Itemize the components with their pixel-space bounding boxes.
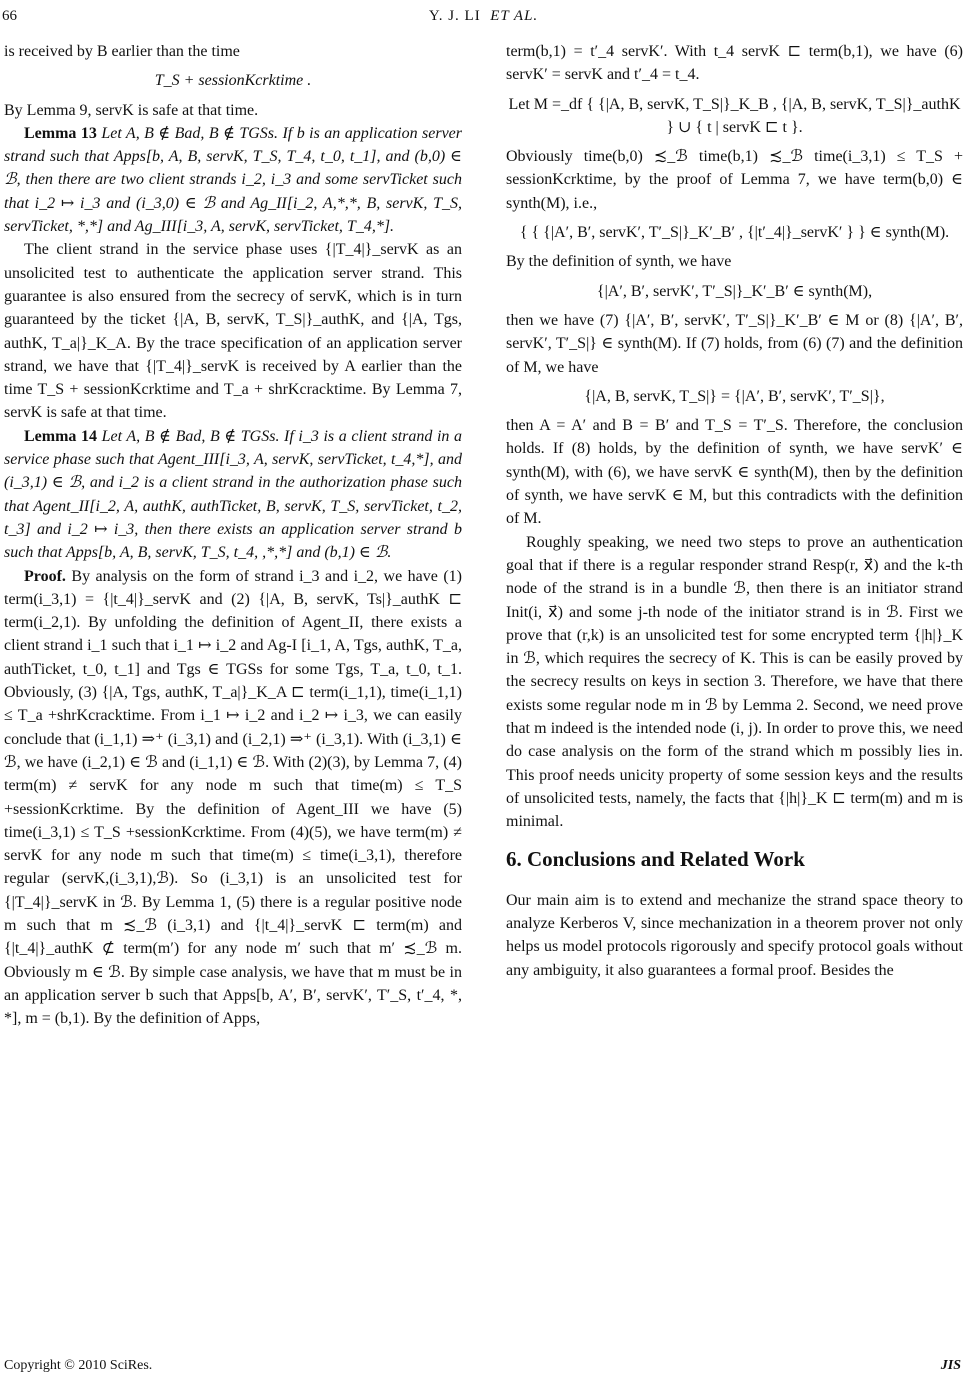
left-para-1: is received by B earlier than the time bbox=[4, 43, 240, 60]
journal-abbrev: JIS bbox=[940, 1358, 961, 1373]
right-column bbox=[506, 40, 963, 982]
page-header bbox=[0, 8, 967, 30]
right-para-4: then we have (7) {|A′, B′, servK′, T′_S|}_K′_B′ ∈ M or (8) {|A′, B′, servK′, T′_S|} ∈ synth(M). If (7) holds, from (6) (7) and the definition of M, we have bbox=[506, 311, 963, 376]
right-para-1: term(b,1) = t′_4 servK′. With t_4 servK ⊏ term(b,1), we have (6) servK′ = servK and t′_4 = t_4. bbox=[506, 43, 963, 84]
left-para-2: By Lemma 9, servK is safe at that time. bbox=[4, 101, 259, 119]
section-heading: 6. Conclusions and Related Work bbox=[506, 846, 805, 871]
right-para-6: Roughly speaking, we need two steps to prove an authentication goal that if there is a regular responder strand Resp(r, x⃗) and the k-th node of the strand is in a bundle ℬ, then there is an initiator strand Init(i, x⃗) and some j-th node of the initiator strand is in ℬ. First we prove that (r,k) is an unsolicited test for some encrypted term {|h|}_K in ℬ, which requires the secrecy of K. This is can be easily proved by the secrecy results on keys in section 3. Therefore, we have that there exists some regular node m in ℬ by Lemma 2. Second, we need prove that m indeed is the intended node (i, j). In order to prove this, we need do case analysis on the form of the strand which m possibly lies in. This proof needs unicity property of some session keys and the results of unsolicited tests, namely, the facts that {|h|}_K ⊏ term(m) and m is minimal. bbox=[506, 533, 963, 831]
right-para-7: Our main aim is to extend and mechanize the strand space theory to analyze Kerberos V, since mechanization in a theorem prover not only helps us model protocols rigorously and specify protocol goals without any ambiguity, it also guarantees a formal proof. Besides the bbox=[506, 891, 963, 979]
right-para-2: Obviously time(b,0) ≾_ℬ time(b,1) ≾_ℬ time(i_3,1) ≤ T_S + sessionKcrktime, by the proof of Lemma 7, we have term(b,0) ∈ synth(M), i.e., bbox=[506, 148, 963, 212]
left-eq-1: T_S + sessionKcrktime . bbox=[154, 72, 312, 90]
lemma14-heading: Lemma 14 bbox=[24, 427, 98, 445]
right-para-3: By the definition of synth, we have bbox=[506, 253, 732, 271]
lemma13-body: Let A, B ∉ Bad, B ∉ TGSs. If b is an application server strand such that Apps[b, A, B, servK, T_S, T_4, t_0, t_1], and (b,0) ∈ ℬ, then there are two client strands i_2, i_3 and some servTicket such that i_2 ↦ i_3 and (i_3,0) ∈ ℬ and Ag_II[i_2, A,*,*, B, servK, T_S, servTicket, *,*] and Ag_III[i_3, A, servK, servTicket, T_4,*]. bbox=[4, 124, 462, 236]
left-column bbox=[4, 40, 462, 1030]
lemma14-body: Let A, B ∉ Bad, B ∉ TGSs. If i_3 is a client strand in a service phase such that Agent_III[i_3, A, servK, servTicket, t_4,*], and (i_3,1) ∈ ℬ, and i_2 is a client strand in the authorization phase such that Agent_II[i_2, A, authK, authTicket, B, servK, T_S, servTicket, t_2, t_3] and i_2 ↦ i_3, then there exists an application server strand b such that Apps[b, A, B, servK, T_S, t_4, ,*,*] and (b,1) ∈ ℬ. bbox=[4, 427, 463, 562]
right-para-5: then A = A′ and B = B′ and T_S = T′_S. Therefore, the conclusion holds. If (8) holds, by the definition of synth, we have servK′ ∈ synth(M), with (6), we have servK ∈ synth(M), then by the definition of synth, we have servK ∈ M, but this contradicts with the definition of M. bbox=[506, 417, 963, 528]
proof-heading: Proof. bbox=[24, 567, 66, 585]
running-title-etal: ET AL. bbox=[490, 8, 539, 24]
running-title bbox=[0, 8, 967, 25]
copyright: Copyright © 2010 SciRes. bbox=[4, 1358, 153, 1373]
equality-equation: {|A, B, servK, T_S|} = {|A′, B′, servK′, T′_S|}, bbox=[584, 387, 885, 405]
left-para-3: The client strand in the service phase uses {|T_4|}_servK as an unsolicited test to authenticate the application server strand. This guarantee is also ensured from the secrecy of servK, which is in turn guaranteed by the ticket {|A, B, servK, T_S|}_authK, and {|A, Tgs, authK, T_a|}_K_A. By the trace specification of an application server strand, we have that {|T_4|}_servK is received by A earlier than the time T_S + sessionKcrktime and T_a + shrKcracktime. By Lemma 7, servK is safe at that time. bbox=[4, 241, 462, 422]
lemma13-heading: Lemma 13 bbox=[24, 124, 97, 142]
synth-equation-2: {|A′, B′, servK′, T′_S|}_K′_B′ ∈ synth(M), bbox=[596, 282, 873, 300]
proof-body: By analysis on the form of strand i_3 and i_2, we have (1) term(i_3,1) = {|t_4|}_servK and (2) {|A, B, servK, Ts|}_authK ⊏ term(i_2,1). By unfolding the definition of Agent_II, there exists a client strand i_1 such that i_1 ↦ i_2 and Ag-I [i_1, A, Tgs, authK, T_a, authTicket, t_0, t_1] and Tgs ∈ TGSs for some Tgs, T_a, t_0, t_1. Obviously, (3) {|A, Tgs, authK, T_a|}_K_A ⊏ term(i_1,1), time(i_1,1) ≤ T_a +shrKcracktime. From i_1 ↦ i_2 and i_2 ↦ i_3, we can easily conclude that (i_1,1) ⇒⁺ (i_3,1) and (i_2,1) ⇒⁺ (i_3,1). With (i_3,1) ∈ ℬ, we have (i_2,1) ∈ ℬ and (i_1,1) ∈ ℬ. With (2)(3), by Lemma 7, (4) term(m) ≠ servK for any node m such that time(m) ≤ T_S +sessionKcrktime. By the definition of Agent_III we have (5) time(i_3,1) ≤ T_S +sessionKcrktime. From (4)(5), we have term(m) ≠ servK for any node m such that time(m) ≤ time(i_3,1), therefore regular (servK,(i_3,1),ℬ). So (i_3,1) is an unsolicited test for {|T_4|}_servK in ℬ. By Lemma 1, (5) there is a regular positive node m such that m ≾_ℬ (i_3,1) and {|t_4|}_servK ⊏ term(m) and {|t_4|}_authK ⊄ term(m′) for any node m′ such that m′ ≾_ℬ m. Obviously m ∈ ℬ. By simple case analysis, we have that m must be in an application server b such that Apps[b, A′, B′, servK′, T′_S, t′_4, *, *], m = (b,1). By the definition of Apps, bbox=[4, 567, 463, 1028]
page-number: 66 bbox=[2, 8, 17, 24]
synth-equation: { { {|A′, B′, servK′, T′_S|}_K′_B′ , {|t′_4|}_servK′ } } ∈ synth(M). bbox=[519, 224, 950, 242]
let-definition: Let M =_df { {|A, B, servK, T_S|}_K_B , {|A, B, servK, T_S|}_authK } ∪ { t | servK ⊏ t }. bbox=[508, 95, 961, 136]
running-title-authors: Y. J. LI bbox=[428, 8, 481, 24]
